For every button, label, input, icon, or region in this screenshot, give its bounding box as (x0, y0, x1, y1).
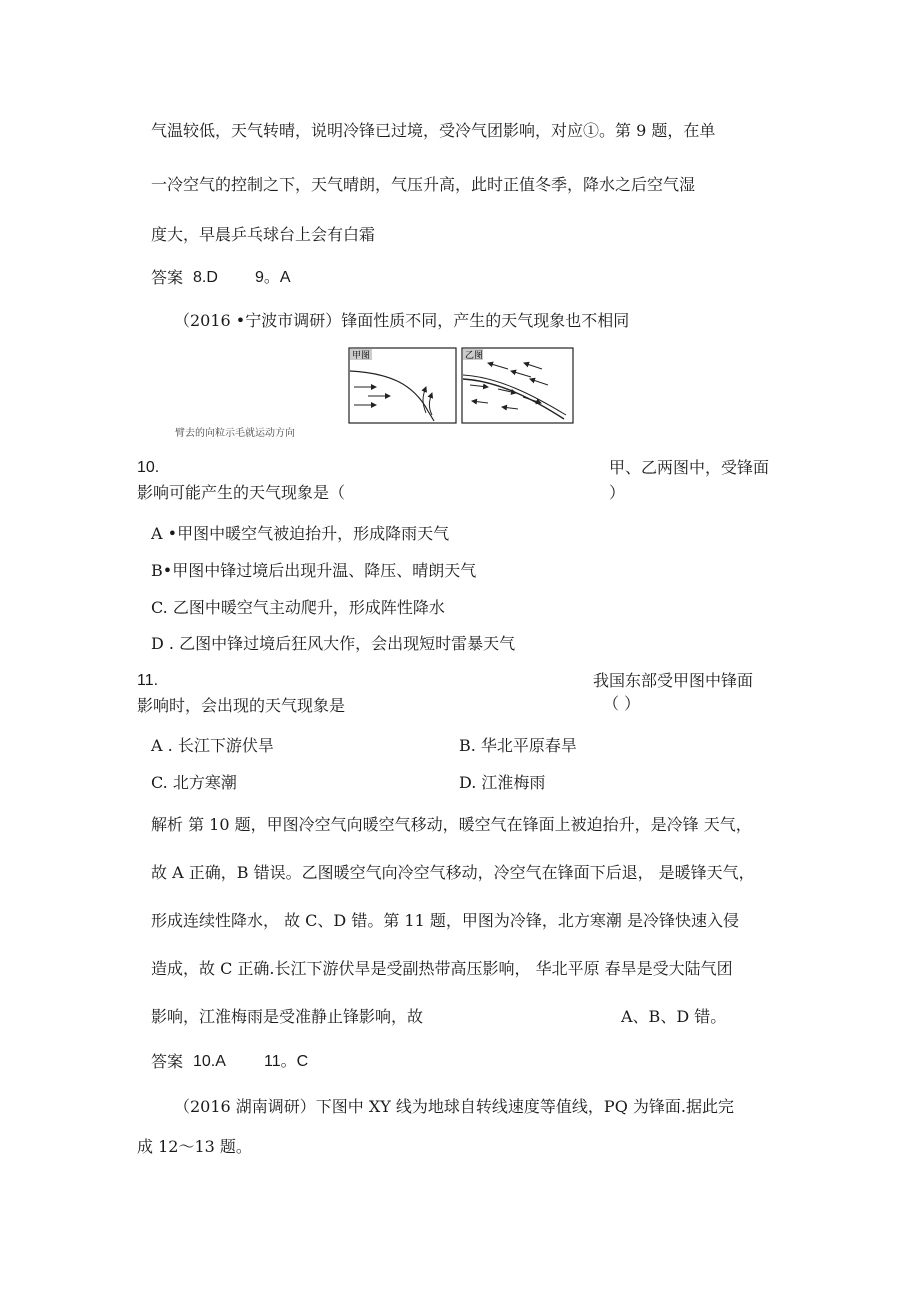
intro-line-1: 气温较低，天气转晴，说明冷锋已过境，受冷气团影响，对应①。第 9 题，在单 (151, 121, 716, 140)
intro-line-3: 度大，早晨乒乓球台上会有白霜 (151, 225, 376, 244)
q11-stem-left: 影响时，会出现的天气现象是 (137, 696, 346, 715)
answer-10: 10.A (193, 1053, 226, 1070)
analysis-line-1: 解析 第 10 题，甲图冷空气向暖空气移动，暖空气在锋面上被迫抬升，是冷锋 天气， (151, 815, 752, 834)
section-title: （2016 •宁波市调研）锋面性质不同，产生的天气现象也不相同 (174, 311, 630, 330)
panel-jia (349, 348, 456, 423)
q11-stem-right: 我国东部受甲图中锋面 (593, 671, 754, 690)
q10-option-a: A •甲图中暖空气被迫抬升，形成降雨天气 (151, 524, 450, 543)
front-diagram (348, 347, 574, 425)
figure-caption: 臂去的向粒示毛就运动方向 (175, 428, 295, 439)
q11-option-a: A . 长江下游伏旱 (151, 736, 274, 755)
answer-8: 8.D (193, 269, 218, 286)
q10-option-d: D . 乙图中锋过境后狂风大作，会出现短时雷暴天气 (151, 634, 516, 653)
answer-9: 9。A (255, 269, 291, 286)
q10-stem-left: 影响可能产生的天气现象是（ (137, 483, 346, 502)
answer-label-2: 答案 (151, 1052, 184, 1071)
answer-label: 答案 (151, 268, 184, 287)
q10-paren-close: ） (609, 483, 626, 502)
analysis-line-2: 故 A 正确，B 错误。乙图暖空气向冷空气移动，冷空气在锋面下后退， 是暖锋天气， (151, 863, 755, 882)
analysis-line-5: 影响，江淮梅雨是受准静止锋影响，故 (151, 1007, 424, 1026)
panel-yi (462, 348, 573, 423)
panel-jia-label: 甲图 (352, 351, 371, 361)
q10-number: 10. (137, 459, 160, 476)
q11-paren: （ ） (603, 694, 641, 713)
section2-line-2: 成 12～13 题。 (137, 1137, 252, 1156)
q10-option-c: C. 乙图中暖空气主动爬升，形成阵性降水 (151, 598, 445, 617)
analysis-line-3: 形成连续性降水， 故 C、D 错。第 11 题，甲图为冷锋，北方寒潮 是冷锋快速入侵 (151, 911, 739, 930)
answer-11: 11。C (264, 1053, 309, 1070)
q11-option-b: B. 华北平原春旱 (459, 736, 577, 755)
intro-line-2: 一冷空气的控制之下，天气晴朗，气压升高，此时正值冬季，降水之后空气湿 (151, 175, 696, 194)
q11-option-c: C. 北方寒潮 (151, 773, 237, 792)
q10-stem-right: 甲、乙两图中，受锋面 (609, 458, 770, 477)
q11-number: 11. (137, 672, 159, 689)
panel-yi-label: 乙图 (465, 351, 484, 361)
q10-option-b: B•甲图中锋过境后出现升温、降压、晴朗天气 (151, 561, 477, 580)
section2-line-1: （2016 湖南调研）下图中 XY 线为地球自转线速度等值线，PQ 为锋面.据此完 (174, 1097, 734, 1116)
q11-option-d: D. 江淮梅雨 (459, 773, 546, 792)
analysis-line-5-end: A、B、D 错。 (621, 1007, 727, 1026)
analysis-line-4: 造成，故 C 正确.长江下游伏旱是受副热带高压影响， 华北平原 春旱是受大陆气团 (151, 959, 733, 978)
